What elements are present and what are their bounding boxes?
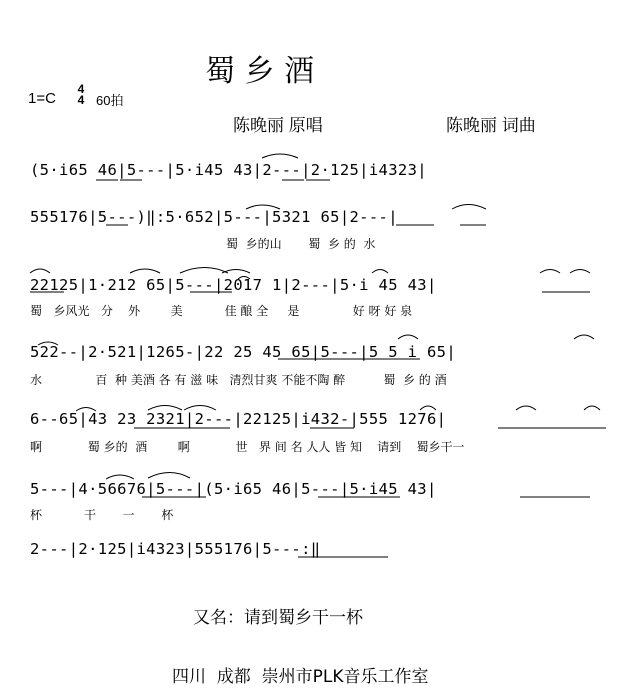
lyric-row-4: 水 百 种 美酒 各 有 滋 味 清烈甘爽 不能不陶 醉 蜀 乡 的 酒 <box>30 373 447 387</box>
score-row-1: (5·i65 46|5---|5·i45 43|2---|2·125|i4323| <box>30 161 427 179</box>
song-title: 蜀 乡 酒 <box>205 54 315 89</box>
score-row-7: 2---|2·125|i4323|555176|5---:‖ <box>30 540 321 558</box>
lyric-row-2: 蜀 乡的山 蜀 乡 的 水 <box>226 237 376 251</box>
time-signature-bottom: 4 <box>77 93 85 107</box>
publisher-footer: 四川 成都 崇州市PLK音乐工作室 <box>172 667 429 687</box>
lyric-row-5: 啊 蜀 乡的 酒 啊 世 界 间 名 人人 皆 知 请到 蜀乡干一 <box>30 440 465 454</box>
writer-credit: 陈晚丽 词曲 <box>446 116 536 135</box>
lyric-row-6: 杯 干 一 杯 <box>30 508 174 522</box>
score-row-3: 22125|1·212 65|5---|2017 1|2---|5·i 45 43| <box>30 276 437 294</box>
score-row-2: 555176|5---)‖:5·652|5---|5321 65|2---| <box>30 208 398 226</box>
score-row-6: 5---|4·56676|5---|(5·i65 46|5---|5·i45 43| <box>30 480 437 498</box>
key-signature: 1=C <box>28 90 56 107</box>
score-row-4: 522--|2·521|1265-|22 25 45 65|5---|5 5 i 65| <box>30 343 456 361</box>
singer-credit: 陈晚丽 原唱 <box>233 116 323 135</box>
time-signature-top: 4 <box>77 82 85 96</box>
tempo-marking: 60拍 <box>96 93 124 108</box>
lyric-row-3: 蜀 乡风光 分 外 美 佳 酿 全 是 好 呀 好 泉 <box>30 304 413 318</box>
alternate-title: 又名：请到蜀乡干一杯 <box>193 608 363 628</box>
score-row-5: 6--65|43 23 2321|2---|22125|i432-|555 1276| <box>30 410 447 428</box>
